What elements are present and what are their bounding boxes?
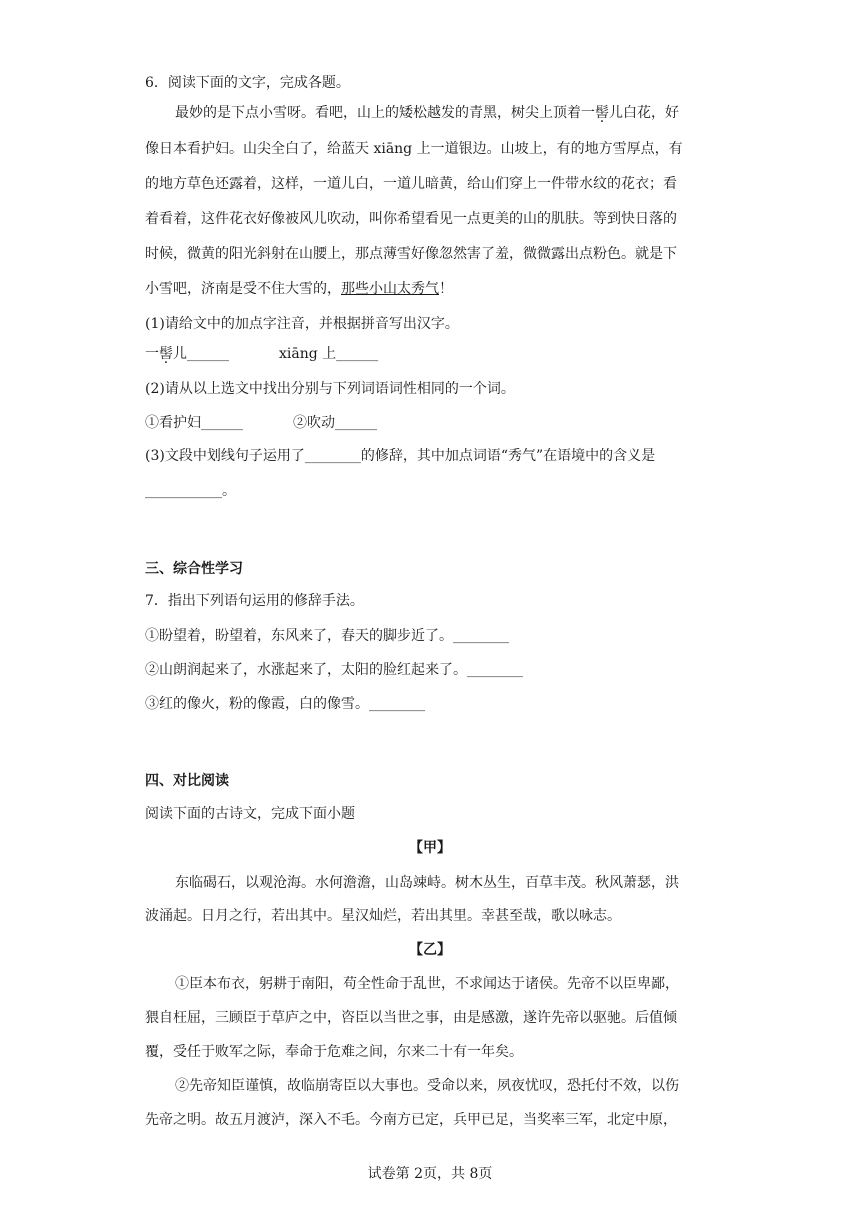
passage-text: 最妙的是下点小雪呀。看吧，山上的矮松越发的青黑，树尖上顶着一 <box>175 105 595 121</box>
yi-line-1: ①臣本布衣，躬耕于南阳，苟全性命于乱世，不求闻达于诸侯。先帝不以臣卑鄙， <box>175 976 679 992</box>
jia-line-1: 东临碣石，以观沧海。水何澹澹，山岛竦峙。树木丛生，百草丰茂。秋风萧瑟，洪 <box>175 875 679 891</box>
question-7-item-1[interactable]: ①盼望着，盼望着，东风来了，春天的脚步近了。________ <box>145 628 509 644</box>
sub-question-2: (2)请从以上选文中找出分别与下列词语词性相同的一个词。 <box>145 381 515 397</box>
page-footer: 试卷第 2页，共 8页 <box>367 1166 493 1182</box>
question-7-item-2[interactable]: ②山朗润起来了，水涨起来了，太阳的脸红起来了。________ <box>145 662 523 678</box>
underlined-sentence: 那些小山太秀气 <box>341 281 439 297</box>
yi-label: 【乙】 <box>409 942 451 958</box>
passage-text: 儿白花，好 <box>609 105 679 121</box>
sub-question-1: (1)请给文中的加点字注音，并根据拼音写出汉字。 <box>145 316 459 332</box>
passage-text: 小雪吧，济南是受不住大雪的， <box>145 281 341 297</box>
sub-question-3-blank[interactable]: ___________。 <box>145 483 236 499</box>
passage-line-6 <box>145 279 453 299</box>
jia-line-2: 波涌起。日月之行，若出其中。星汉灿烂，若出其里。幸甚至哉，歌以咏志。 <box>145 908 621 924</box>
section-3-heading: 三、综合性学习 <box>145 561 243 577</box>
dotted-character: 髻 <box>595 105 609 121</box>
passage-line-1 <box>175 103 679 123</box>
section-4-intro: 阅读下面的古诗文，完成下面小题 <box>145 806 355 822</box>
question-7-item-3[interactable]: ③红的像火，粉的像霞，白的像雪。________ <box>145 696 425 712</box>
yi-line-5: 先帝之明。故五月渡泸，深入不毛。今南方已定，兵甲已足，当奖率三军，北定中原， <box>145 1112 677 1128</box>
yi-line-4: ②先帝知臣谨慎，故临崩寄臣以大事也。受命以来，夙夜忧叹，恐托付不效，以伤 <box>175 1078 679 1094</box>
yi-line-3: 覆，受任于败军之际，奉命于危难之间，尔来二十有一年矣。 <box>145 1044 523 1060</box>
passage-text: ！ <box>439 281 453 297</box>
sub-question-3: (3)文段中划线句子运用了________的修辞，其中加点词语“秀气”在语境中的含义是 <box>145 448 656 464</box>
dotted-character: 髻 <box>159 346 173 362</box>
yi-line-2: 猥自枉屈，三顾臣于草庐之中，咨臣以当世之事，由是感激，遂许先帝以驱驰。后值倾 <box>145 1010 677 1026</box>
answer-blank[interactable]: ①看护妇______ <box>145 415 243 431</box>
question-6-title: 6．阅读下面的文字，完成各题。 <box>145 75 350 91</box>
passage-line-2: 像日本看护妇。山尖全白了，给蓝天 xiāng 上一道银边。山坡上，有的地方雪厚点，有 <box>145 141 683 157</box>
sub-question-2-blanks <box>145 413 377 433</box>
jia-label: 【甲】 <box>409 840 451 856</box>
answer-blank[interactable]: xiāng 上______ <box>279 346 379 362</box>
passage-line-5: 时候，微黄的阳光斜射在山腰上，那点薄雪好像忽然害了羞，微微露出点粉色。就是下 <box>145 246 677 262</box>
answer-blank[interactable]: 儿______ <box>173 346 229 362</box>
section-4-heading: 四、对比阅读 <box>145 773 229 789</box>
answer-blank[interactable]: ②吹动______ <box>293 415 377 431</box>
passage-line-3: 的地方草色还露着，这样，一道儿白，一道儿暗黄，给山们穿上一件带水纹的花衣；看 <box>145 176 677 192</box>
sub-question-1-blanks <box>145 344 378 364</box>
passage-line-4: 着看着，这件花衣好像被风儿吹动，叫你希望看见一点更美的山的肌肤。等到快日落的 <box>145 211 677 227</box>
blank-prefix: 一 <box>145 346 159 362</box>
question-7-title: 7．指出下列语句运用的修辞手法。 <box>145 593 364 609</box>
